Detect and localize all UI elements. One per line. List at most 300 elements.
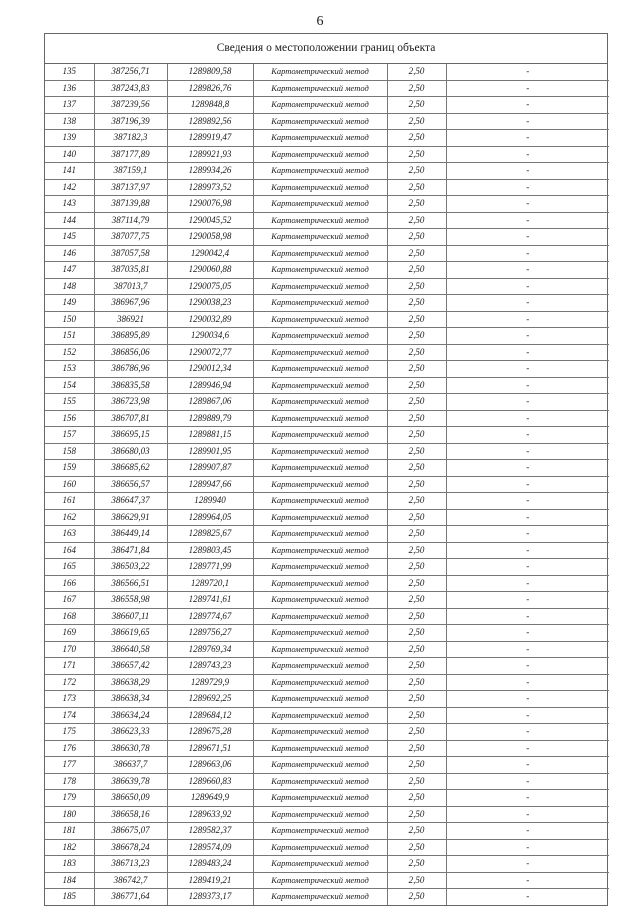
table-row: [45, 559, 609, 576]
table-row: [45, 130, 609, 147]
page-number: 6: [316, 14, 324, 29]
x-coordinate-cell: 386647,37: [94, 493, 167, 510]
accuracy-cell: 2,50: [387, 806, 446, 823]
y-coordinate-cell: 1289720,1: [167, 575, 253, 592]
x-coordinate-cell: 386607,11: [94, 608, 167, 625]
point-number-cell: 147: [45, 262, 94, 279]
x-coordinate-cell: 386713,23: [94, 856, 167, 873]
note-cell: -: [446, 856, 609, 873]
note-cell: -: [446, 328, 609, 345]
accuracy-cell: 2,50: [387, 724, 446, 741]
point-number-cell: 150: [45, 311, 94, 328]
y-coordinate-cell: 1289946,94: [167, 377, 253, 394]
y-coordinate-cell: 1289692,25: [167, 691, 253, 708]
x-coordinate-cell: 386695,15: [94, 427, 167, 444]
point-number-cell: 185: [45, 889, 94, 905]
point-number-cell: 168: [45, 608, 94, 625]
y-coordinate-cell: 1289419,21: [167, 872, 253, 889]
table-row: [45, 229, 609, 246]
accuracy-cell: 2,50: [387, 757, 446, 774]
note-cell: -: [446, 295, 609, 312]
note-cell: -: [446, 344, 609, 361]
x-coordinate-cell: 386657,42: [94, 658, 167, 675]
table-row: [45, 526, 609, 543]
x-coordinate-cell: 387057,58: [94, 245, 167, 262]
method-cell: Картометрический метод: [253, 80, 387, 97]
accuracy-cell: 2,50: [387, 575, 446, 592]
table-row: [45, 377, 609, 394]
method-cell: Картометрический метод: [253, 773, 387, 790]
point-number-cell: 166: [45, 575, 94, 592]
x-coordinate-cell: 386566,51: [94, 575, 167, 592]
point-number-cell: 153: [45, 361, 94, 378]
method-cell: Картометрический метод: [253, 724, 387, 741]
table-title: Сведения о местоположении границ объекта: [45, 34, 607, 64]
note-cell: -: [446, 410, 609, 427]
note-cell: -: [446, 674, 609, 691]
method-cell: Картометрический метод: [253, 344, 387, 361]
table-row: [45, 542, 609, 559]
table-row: [45, 691, 609, 708]
y-coordinate-cell: 1289741,61: [167, 592, 253, 609]
accuracy-cell: 2,50: [387, 526, 446, 543]
x-coordinate-cell: 386629,91: [94, 509, 167, 526]
note-cell: -: [446, 80, 609, 97]
accuracy-cell: 2,50: [387, 80, 446, 97]
table-row: [45, 592, 609, 609]
method-cell: Картометрический метод: [253, 740, 387, 757]
note-cell: -: [446, 707, 609, 724]
x-coordinate-cell: 386638,34: [94, 691, 167, 708]
y-coordinate-cell: 1289921,93: [167, 146, 253, 163]
table-row: [45, 625, 609, 642]
method-cell: Картометрический метод: [253, 526, 387, 543]
accuracy-cell: 2,50: [387, 658, 446, 675]
note-cell: -: [446, 64, 609, 80]
table-row: [45, 658, 609, 675]
table-row: [45, 113, 609, 130]
table-row: [45, 493, 609, 510]
y-coordinate-cell: 1289663,06: [167, 757, 253, 774]
y-coordinate-cell: 1290075,05: [167, 278, 253, 295]
y-coordinate-cell: 1289919,47: [167, 130, 253, 147]
note-cell: -: [446, 559, 609, 576]
x-coordinate-cell: 386895,89: [94, 328, 167, 345]
note-cell: -: [446, 823, 609, 840]
x-coordinate-cell: 386742,7: [94, 872, 167, 889]
point-number-cell: 160: [45, 476, 94, 493]
table-row: [45, 278, 609, 295]
accuracy-cell: 2,50: [387, 410, 446, 427]
point-number-cell: 164: [45, 542, 94, 559]
x-coordinate-cell: 386637,7: [94, 757, 167, 774]
x-coordinate-cell: 386680,03: [94, 443, 167, 460]
accuracy-cell: 2,50: [387, 179, 446, 196]
boundary-table-sheet: [44, 33, 608, 906]
method-cell: Картометрический метод: [253, 790, 387, 807]
y-coordinate-cell: 1289892,56: [167, 113, 253, 130]
accuracy-cell: 2,50: [387, 377, 446, 394]
table-body: [45, 64, 609, 905]
y-coordinate-cell: 1289671,51: [167, 740, 253, 757]
accuracy-cell: 2,50: [387, 641, 446, 658]
point-number-cell: 163: [45, 526, 94, 543]
accuracy-cell: 2,50: [387, 608, 446, 625]
method-cell: Картометрический метод: [253, 262, 387, 279]
accuracy-cell: 2,50: [387, 509, 446, 526]
table-row: [45, 311, 609, 328]
point-number-cell: 152: [45, 344, 94, 361]
note-cell: -: [446, 889, 609, 905]
point-number-cell: 169: [45, 625, 94, 642]
point-number-cell: 155: [45, 394, 94, 411]
y-coordinate-cell: 1289867,06: [167, 394, 253, 411]
x-coordinate-cell: 386707,81: [94, 410, 167, 427]
method-cell: Картометрический метод: [253, 212, 387, 229]
table-row: [45, 328, 609, 345]
accuracy-cell: 2,50: [387, 559, 446, 576]
method-cell: Картометрический метод: [253, 410, 387, 427]
y-coordinate-cell: 1289889,79: [167, 410, 253, 427]
table-row: [45, 361, 609, 378]
table-row: [45, 212, 609, 229]
method-cell: Картометрический метод: [253, 64, 387, 80]
table-row: [45, 394, 609, 411]
x-coordinate-cell: 386449,14: [94, 526, 167, 543]
y-coordinate-cell: 1289633,92: [167, 806, 253, 823]
accuracy-cell: 2,50: [387, 311, 446, 328]
x-coordinate-cell: 386835,58: [94, 377, 167, 394]
method-cell: Картометрический метод: [253, 823, 387, 840]
note-cell: -: [446, 146, 609, 163]
table-row: [45, 740, 609, 757]
method-cell: Картометрический метод: [253, 328, 387, 345]
table-row: [45, 823, 609, 840]
accuracy-cell: 2,50: [387, 856, 446, 873]
table-row: [45, 410, 609, 427]
accuracy-cell: 2,50: [387, 889, 446, 905]
point-number-cell: 154: [45, 377, 94, 394]
point-number-cell: 157: [45, 427, 94, 444]
table-row: [45, 146, 609, 163]
accuracy-cell: 2,50: [387, 823, 446, 840]
table-row: [45, 790, 609, 807]
table-row: [45, 608, 609, 625]
x-coordinate-cell: 386678,24: [94, 839, 167, 856]
x-coordinate-cell: 387013,7: [94, 278, 167, 295]
method-cell: Картометрический метод: [253, 245, 387, 262]
accuracy-cell: 2,50: [387, 773, 446, 790]
x-coordinate-cell: 387139,88: [94, 196, 167, 213]
note-cell: -: [446, 361, 609, 378]
y-coordinate-cell: 1289675,28: [167, 724, 253, 741]
point-number-cell: 179: [45, 790, 94, 807]
table-row: [45, 773, 609, 790]
x-coordinate-cell: 387256,71: [94, 64, 167, 80]
point-number-cell: 181: [45, 823, 94, 840]
method-cell: Картометрический метод: [253, 575, 387, 592]
method-cell: Картометрический метод: [253, 592, 387, 609]
table-row: [45, 196, 609, 213]
y-coordinate-cell: 1289803,45: [167, 542, 253, 559]
boundary-points-table: [45, 64, 609, 905]
point-number-cell: 177: [45, 757, 94, 774]
note-cell: -: [446, 179, 609, 196]
method-cell: Картометрический метод: [253, 493, 387, 510]
accuracy-cell: 2,50: [387, 64, 446, 80]
note-cell: -: [446, 493, 609, 510]
note-cell: -: [446, 476, 609, 493]
point-number-cell: 158: [45, 443, 94, 460]
table-row: [45, 872, 609, 889]
table-row: [45, 707, 609, 724]
accuracy-cell: 2,50: [387, 691, 446, 708]
method-cell: Картометрический метод: [253, 427, 387, 444]
point-number-cell: 183: [45, 856, 94, 873]
point-number-cell: 174: [45, 707, 94, 724]
method-cell: Картометрический метод: [253, 163, 387, 180]
note-cell: -: [446, 460, 609, 477]
note-cell: -: [446, 509, 609, 526]
x-coordinate-cell: 386675,07: [94, 823, 167, 840]
method-cell: Картометрический метод: [253, 394, 387, 411]
note-cell: -: [446, 757, 609, 774]
y-coordinate-cell: 1290012,34: [167, 361, 253, 378]
method-cell: Картометрический метод: [253, 295, 387, 312]
table-row: [45, 757, 609, 774]
point-number-cell: 149: [45, 295, 94, 312]
point-number-cell: 139: [45, 130, 94, 147]
x-coordinate-cell: 386658,16: [94, 806, 167, 823]
point-number-cell: 184: [45, 872, 94, 889]
method-cell: Картометрический метод: [253, 856, 387, 873]
y-coordinate-cell: 1289973,52: [167, 179, 253, 196]
method-cell: Картометрический метод: [253, 608, 387, 625]
note-cell: -: [446, 542, 609, 559]
y-coordinate-cell: 1290034,6: [167, 328, 253, 345]
point-number-cell: 145: [45, 229, 94, 246]
x-coordinate-cell: 386640,58: [94, 641, 167, 658]
point-number-cell: 175: [45, 724, 94, 741]
x-coordinate-cell: 386503,22: [94, 559, 167, 576]
method-cell: Картометрический метод: [253, 625, 387, 642]
note-cell: -: [446, 575, 609, 592]
note-cell: -: [446, 113, 609, 130]
table-row: [45, 509, 609, 526]
method-cell: Картометрический метод: [253, 559, 387, 576]
point-number-cell: 170: [45, 641, 94, 658]
y-coordinate-cell: 1289649,9: [167, 790, 253, 807]
y-coordinate-cell: 1289373,17: [167, 889, 253, 905]
x-coordinate-cell: 387182,3: [94, 130, 167, 147]
note-cell: -: [446, 625, 609, 642]
point-number-cell: 151: [45, 328, 94, 345]
point-number-cell: 144: [45, 212, 94, 229]
method-cell: Картометрический метод: [253, 443, 387, 460]
y-coordinate-cell: 1289769,34: [167, 641, 253, 658]
note-cell: -: [446, 394, 609, 411]
table-row: [45, 839, 609, 856]
table-row: [45, 80, 609, 97]
table-row: [45, 64, 609, 80]
accuracy-cell: 2,50: [387, 278, 446, 295]
method-cell: Картометрический метод: [253, 377, 387, 394]
x-coordinate-cell: 386967,96: [94, 295, 167, 312]
note-cell: -: [446, 443, 609, 460]
point-number-cell: 176: [45, 740, 94, 757]
x-coordinate-cell: 387177,89: [94, 146, 167, 163]
y-coordinate-cell: 1289684,12: [167, 707, 253, 724]
method-cell: Картометрический метод: [253, 476, 387, 493]
x-coordinate-cell: 386638,29: [94, 674, 167, 691]
table-row: [45, 179, 609, 196]
point-number-cell: 171: [45, 658, 94, 675]
y-coordinate-cell: 1289881,15: [167, 427, 253, 444]
method-cell: Картометрический метод: [253, 229, 387, 246]
y-coordinate-cell: 1289729,9: [167, 674, 253, 691]
note-cell: -: [446, 196, 609, 213]
note-cell: -: [446, 163, 609, 180]
table-row: [45, 724, 609, 741]
table-row: [45, 575, 609, 592]
note-cell: -: [446, 773, 609, 790]
method-cell: Картометрический метод: [253, 146, 387, 163]
accuracy-cell: 2,50: [387, 97, 446, 114]
note-cell: -: [446, 311, 609, 328]
x-coordinate-cell: 387196,39: [94, 113, 167, 130]
accuracy-cell: 2,50: [387, 872, 446, 889]
y-coordinate-cell: 1290076,98: [167, 196, 253, 213]
y-coordinate-cell: 1290072,77: [167, 344, 253, 361]
table-row: [45, 674, 609, 691]
point-number-cell: 146: [45, 245, 94, 262]
point-number-cell: 162: [45, 509, 94, 526]
x-coordinate-cell: 386786,96: [94, 361, 167, 378]
x-coordinate-cell: 387159,1: [94, 163, 167, 180]
x-coordinate-cell: 386656,57: [94, 476, 167, 493]
y-coordinate-cell: 1290038,23: [167, 295, 253, 312]
x-coordinate-cell: 387114,79: [94, 212, 167, 229]
point-number-cell: 182: [45, 839, 94, 856]
accuracy-cell: 2,50: [387, 542, 446, 559]
table-row: [45, 427, 609, 444]
x-coordinate-cell: 386619,65: [94, 625, 167, 642]
note-cell: -: [446, 872, 609, 889]
point-number-cell: 141: [45, 163, 94, 180]
accuracy-cell: 2,50: [387, 113, 446, 130]
method-cell: Картометрический метод: [253, 889, 387, 905]
y-coordinate-cell: 1289483,24: [167, 856, 253, 873]
x-coordinate-cell: 386471,84: [94, 542, 167, 559]
method-cell: Картометрический метод: [253, 113, 387, 130]
accuracy-cell: 2,50: [387, 130, 446, 147]
point-number-cell: 138: [45, 113, 94, 130]
table-row: [45, 97, 609, 114]
x-coordinate-cell: 387035,81: [94, 262, 167, 279]
accuracy-cell: 2,50: [387, 394, 446, 411]
method-cell: Картометрический метод: [253, 278, 387, 295]
note-cell: -: [446, 740, 609, 757]
x-coordinate-cell: 386650,09: [94, 790, 167, 807]
table-row: [45, 245, 609, 262]
point-number-cell: 143: [45, 196, 94, 213]
method-cell: Картометрический метод: [253, 97, 387, 114]
x-coordinate-cell: 386639,78: [94, 773, 167, 790]
x-coordinate-cell: 387243,83: [94, 80, 167, 97]
method-cell: Картометрический метод: [253, 641, 387, 658]
y-coordinate-cell: 1290060,88: [167, 262, 253, 279]
point-number-cell: 172: [45, 674, 94, 691]
method-cell: Картометрический метод: [253, 196, 387, 213]
accuracy-cell: 2,50: [387, 245, 446, 262]
method-cell: Картометрический метод: [253, 542, 387, 559]
note-cell: -: [446, 526, 609, 543]
method-cell: Картометрический метод: [253, 806, 387, 823]
accuracy-cell: 2,50: [387, 476, 446, 493]
method-cell: Картометрический метод: [253, 674, 387, 691]
accuracy-cell: 2,50: [387, 427, 446, 444]
note-cell: -: [446, 806, 609, 823]
x-coordinate-cell: 386630,78: [94, 740, 167, 757]
note-cell: -: [446, 427, 609, 444]
note-cell: -: [446, 278, 609, 295]
note-cell: -: [446, 97, 609, 114]
y-coordinate-cell: 1289743,23: [167, 658, 253, 675]
note-cell: -: [446, 724, 609, 741]
y-coordinate-cell: 1289947,66: [167, 476, 253, 493]
method-cell: Картометрический метод: [253, 658, 387, 675]
method-cell: Картометрический метод: [253, 707, 387, 724]
y-coordinate-cell: 1289774,67: [167, 608, 253, 625]
accuracy-cell: 2,50: [387, 196, 446, 213]
y-coordinate-cell: 1289574,09: [167, 839, 253, 856]
accuracy-cell: 2,50: [387, 295, 446, 312]
note-cell: -: [446, 608, 609, 625]
y-coordinate-cell: 1289940: [167, 493, 253, 510]
accuracy-cell: 2,50: [387, 707, 446, 724]
point-number-cell: 180: [45, 806, 94, 823]
x-coordinate-cell: 387077,75: [94, 229, 167, 246]
accuracy-cell: 2,50: [387, 344, 446, 361]
accuracy-cell: 2,50: [387, 361, 446, 378]
y-coordinate-cell: 1289771,99: [167, 559, 253, 576]
point-number-cell: 137: [45, 97, 94, 114]
x-coordinate-cell: 386623,33: [94, 724, 167, 741]
method-cell: Картометрический метод: [253, 691, 387, 708]
method-cell: Картометрический метод: [253, 311, 387, 328]
accuracy-cell: 2,50: [387, 493, 446, 510]
table-row: [45, 443, 609, 460]
note-cell: -: [446, 212, 609, 229]
point-number-cell: 142: [45, 179, 94, 196]
method-cell: Картометрический метод: [253, 509, 387, 526]
y-coordinate-cell: 1289825,67: [167, 526, 253, 543]
note-cell: -: [446, 229, 609, 246]
method-cell: Картометрический метод: [253, 757, 387, 774]
y-coordinate-cell: 1289964,05: [167, 509, 253, 526]
x-coordinate-cell: 386856,06: [94, 344, 167, 361]
y-coordinate-cell: 1289901,95: [167, 443, 253, 460]
y-coordinate-cell: 1290032,89: [167, 311, 253, 328]
x-coordinate-cell: 386685,62: [94, 460, 167, 477]
method-cell: Картометрический метод: [253, 179, 387, 196]
method-cell: Картометрический метод: [253, 361, 387, 378]
table-row: [45, 262, 609, 279]
table-row: [45, 476, 609, 493]
point-number-cell: 136: [45, 80, 94, 97]
accuracy-cell: 2,50: [387, 212, 446, 229]
point-number-cell: 165: [45, 559, 94, 576]
